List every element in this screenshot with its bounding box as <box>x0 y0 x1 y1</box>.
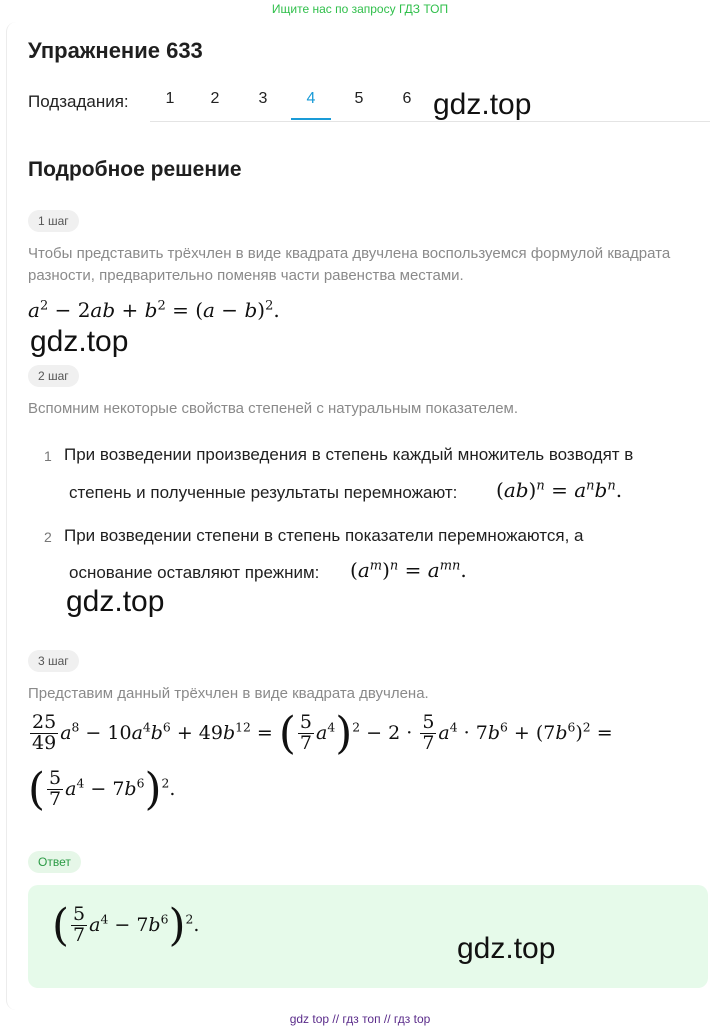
step-badge: 3 шаг <box>28 650 79 672</box>
subtask-tab-2[interactable]: 2 <box>210 90 220 107</box>
formula-main-line2: ( $\frac{5}{7}$ $a^4 - 7b^6)^2$. <box>28 764 176 815</box>
answer-formula: ( $\frac{5}{7}$ $a^4 - 7b^6)^2$. <box>52 900 200 951</box>
rule-number: 1 <box>44 448 52 464</box>
answer-badge: Ответ <box>28 851 81 873</box>
watermark: gdz.top <box>30 325 129 358</box>
subtask-tab-6[interactable]: 6 <box>402 90 412 107</box>
subtasks-label: Подзадания: <box>28 92 129 111</box>
formula-power-of-product: $(ab)^n = a^nb^n$. <box>496 478 623 502</box>
watermark: gdz.top <box>66 585 165 618</box>
top-banner[interactable]: Ищите нас по запросу ГДЗ ТОП <box>271 2 449 16</box>
active-tab-underline <box>291 118 331 120</box>
watermark: gdz.top <box>457 932 556 965</box>
watermark: gdz.top <box>433 88 532 121</box>
step-text: Представим данный трёхчлен в виде квадрата двучлена. <box>28 685 429 702</box>
step-badge: 2 шаг <box>28 365 79 387</box>
subtask-tab-3[interactable]: 3 <box>258 90 268 107</box>
footer-links[interactable]: gdz top // гдз топ // гдз top <box>289 1012 431 1026</box>
subtask-tab-5[interactable]: 5 <box>354 90 364 107</box>
rule-number: 2 <box>44 529 52 545</box>
step-text: Вспомним некоторые свойства степеней с натуральным показателем. <box>28 400 519 417</box>
formula-square-difference: $a^2 - 2ab + b^2 = (a - b)^2$. <box>28 298 280 322</box>
rule-text: При возведении степени в степень показатели перемножаются, а <box>64 526 584 545</box>
step-badge: 1 шаг <box>28 210 79 232</box>
solution-title: Подробное решение <box>28 158 242 181</box>
formula-power-of-power: $(a^m)^n = a^{mn}$. <box>350 558 467 582</box>
formula-main-line1: $\frac{25}{49}$ $a^8 - 10a^4b^6 + 49b^{12}$ = ( $\frac{5}{7}$ $a^4)^2 - 2$ · $\frac{5}{7}$ $a^4 \cdot 7b^6 + (7b^6)^2$ = <box>32 708 613 759</box>
exercise-title: Упражнение 633 <box>28 38 203 63</box>
step-text: Чтобы представить трёхчлен в виде квадрата двучлена воспользуемся формулой квадрата разности, предварительно поменяв части равенства местами. <box>28 245 671 284</box>
rule-text: основание оставляют прежним: <box>69 563 320 582</box>
rule-text: степень и полученные результаты перемножают: <box>69 483 458 502</box>
subtask-tab-1[interactable]: 1 <box>165 90 175 107</box>
subtasks-tabs <box>150 86 710 122</box>
subtask-tab-4[interactable]: 4 <box>306 90 316 107</box>
rule-text: При возведении произведения в степень каждый множитель возводят в <box>64 445 634 464</box>
